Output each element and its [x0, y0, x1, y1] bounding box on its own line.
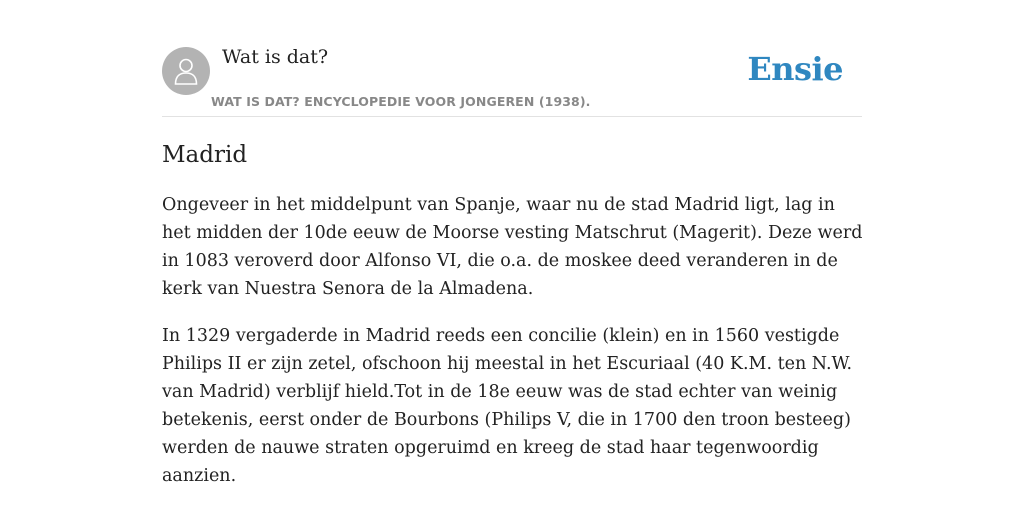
article-paragraph-1: Ongeveer in het middelpunt van Spanje, waar nu de stad Madrid ligt, lag in het midden der 10de eeuw de Moorse vesting Matschrut (Magerit). Deze werd in 1083 veroverd door Alfonso VI, die o.a. de moskee deed veranderen in de kerk van Nuestra Senora de la Almadena.	[162, 195, 863, 299]
user-silhouette-icon	[174, 57, 198, 85]
avatar[interactable]	[162, 47, 210, 95]
article-paragraph-2: In 1329 vergaderde in Madrid reeds een concilie (klein) en in 1560 vestigde Philips II er zijn zetel, ofschoon hij meestal in het Escuriaal (40 K.M. ten N.W. van Madrid) verblijf hield.Tot in de 18e eeuw was de stad echter van weinig betekenis, eerst onder de Bourbons (Philips V, die in 1700 den troon besteeg) werden de nauwe straten opgeruimd en kreeg de stad haar tegenwoordig aanzien.	[162, 326, 853, 486]
article	[162, 139, 868, 490]
source-header	[162, 44, 862, 117]
source-name[interactable]: Wat is dat?	[222, 46, 329, 68]
source-subtitle: WAT IS DAT? ENCYCLOPEDIE VOOR JONGEREN (1938).	[211, 94, 591, 109]
ensie-logo-link[interactable]: Ensie	[747, 50, 843, 88]
article-title: Madrid	[162, 142, 248, 168]
